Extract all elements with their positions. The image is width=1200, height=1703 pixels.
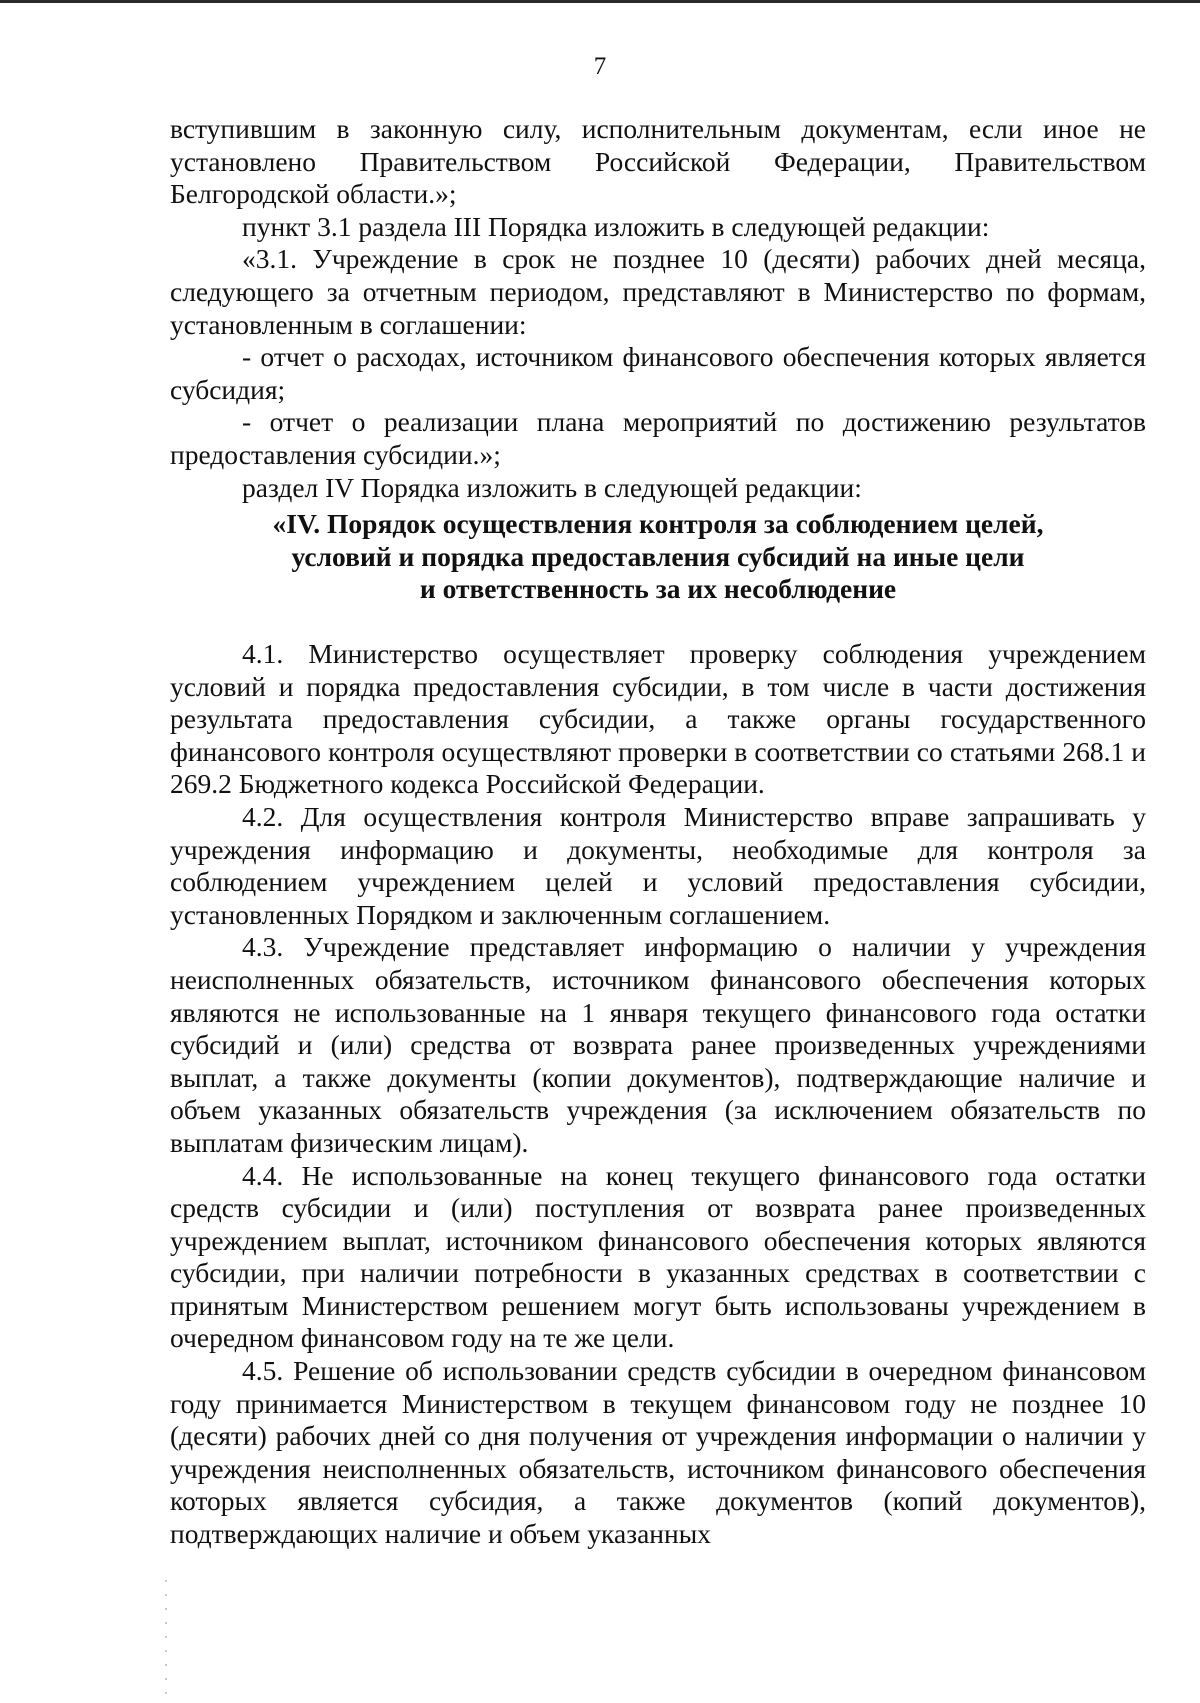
top-border-line xyxy=(0,0,1200,3)
paragraph: - отчет о расходах, источником финансового обеспечения которых является субсидия; xyxy=(170,341,1146,405)
paragraph: 4.4. Не использованные на конец текущего финансового года остатки средств субсидии и (или) поступления от возврата ранее произведенных учреждением выплат, источником финансового обеспечения которых являются субсидии, при наличии потребности в указанных средствах в соответствии с принятым Министерством решением могут быть использованы учреждением в очередном финансовом году на те же цели. xyxy=(170,1159,1146,1354)
page-number: 7 xyxy=(593,53,607,80)
document-body-bottom xyxy=(170,638,1146,1551)
document-body-top xyxy=(170,113,1146,504)
section-title-line: «IV. Порядок осуществления контроля за соблюдением целей, xyxy=(272,508,1044,539)
paragraph: 4.2. Для осуществления контроля Министерство вправе запрашивать у учреждения информацию и документы, необходимые для контроля за соблюдением учреждением целей и условий предоставления субсидии, установленных Порядком и заключенным соглашением. xyxy=(170,800,1146,930)
section-title xyxy=(170,508,1146,606)
paragraph: вступившим в законную силу, исполнительным документам, если иное не установлено Правительством Российской Федерации, Правительством Белгородской области.»; xyxy=(170,113,1146,210)
paragraph: 4.3. Учреждение представляет информацию о наличии у учреждения неисполненных обязательств, источником финансового обеспечения которых являются не использованные на 1 января текущего финансового года остатки субсидий и (или) средства от возврата ранее произведенных учреждениями выплат, а также документы (копии документов), подтверждающие наличие и объем указанных обязательств учреждения (за исключением обязательств по выплатам физическим лицам). xyxy=(170,931,1146,1158)
paragraph: 4.5. Решение об использовании средств субсидии в очередном финансовом году принимается Министерством в текущем финансовом году не позднее 10 (десяти) рабочих дней со дня получения от учреждения информации о наличии у учреждения неисполненных обязательств, источником финансового обеспечения которых является субсидия, а также документов (копий документов), подтверждающих наличие и объем указанных xyxy=(170,1355,1146,1550)
section-title-line: и ответственность за их несоблюдение xyxy=(419,573,897,605)
paragraph: пункт 3.1 раздела III Порядка изложить в следующей редакции: xyxy=(242,210,990,242)
paragraph: «3.1. Учреждение в срок не позднее 10 (десяти) рабочих дней месяца, следующего за отчетным периодом, представляют в Министерство по формам, установленным в соглашении: xyxy=(170,243,1146,340)
section-title-line: условий и порядка предоставления субсидий на иные цели xyxy=(291,540,1025,572)
scan-artifact xyxy=(165,1580,167,1700)
paragraph: раздел IV Порядка изложить в следующей редакции: xyxy=(242,471,862,503)
paragraph: - отчет о реализации плана мероприятий по достижению результатов предоставления субсидии.»; xyxy=(170,406,1146,470)
paragraph: 4.1. Министерство осуществляет проверку соблюдения учреждением условий и порядка предоставления субсидии, в том числе в части достижения результата предоставления субсидии, а также органы государственного финансового контроля осуществляют проверки в соответствии со статьями 268.1 и 269.2 Бюджетного кодекса Российской Федерации. xyxy=(170,638,1146,800)
